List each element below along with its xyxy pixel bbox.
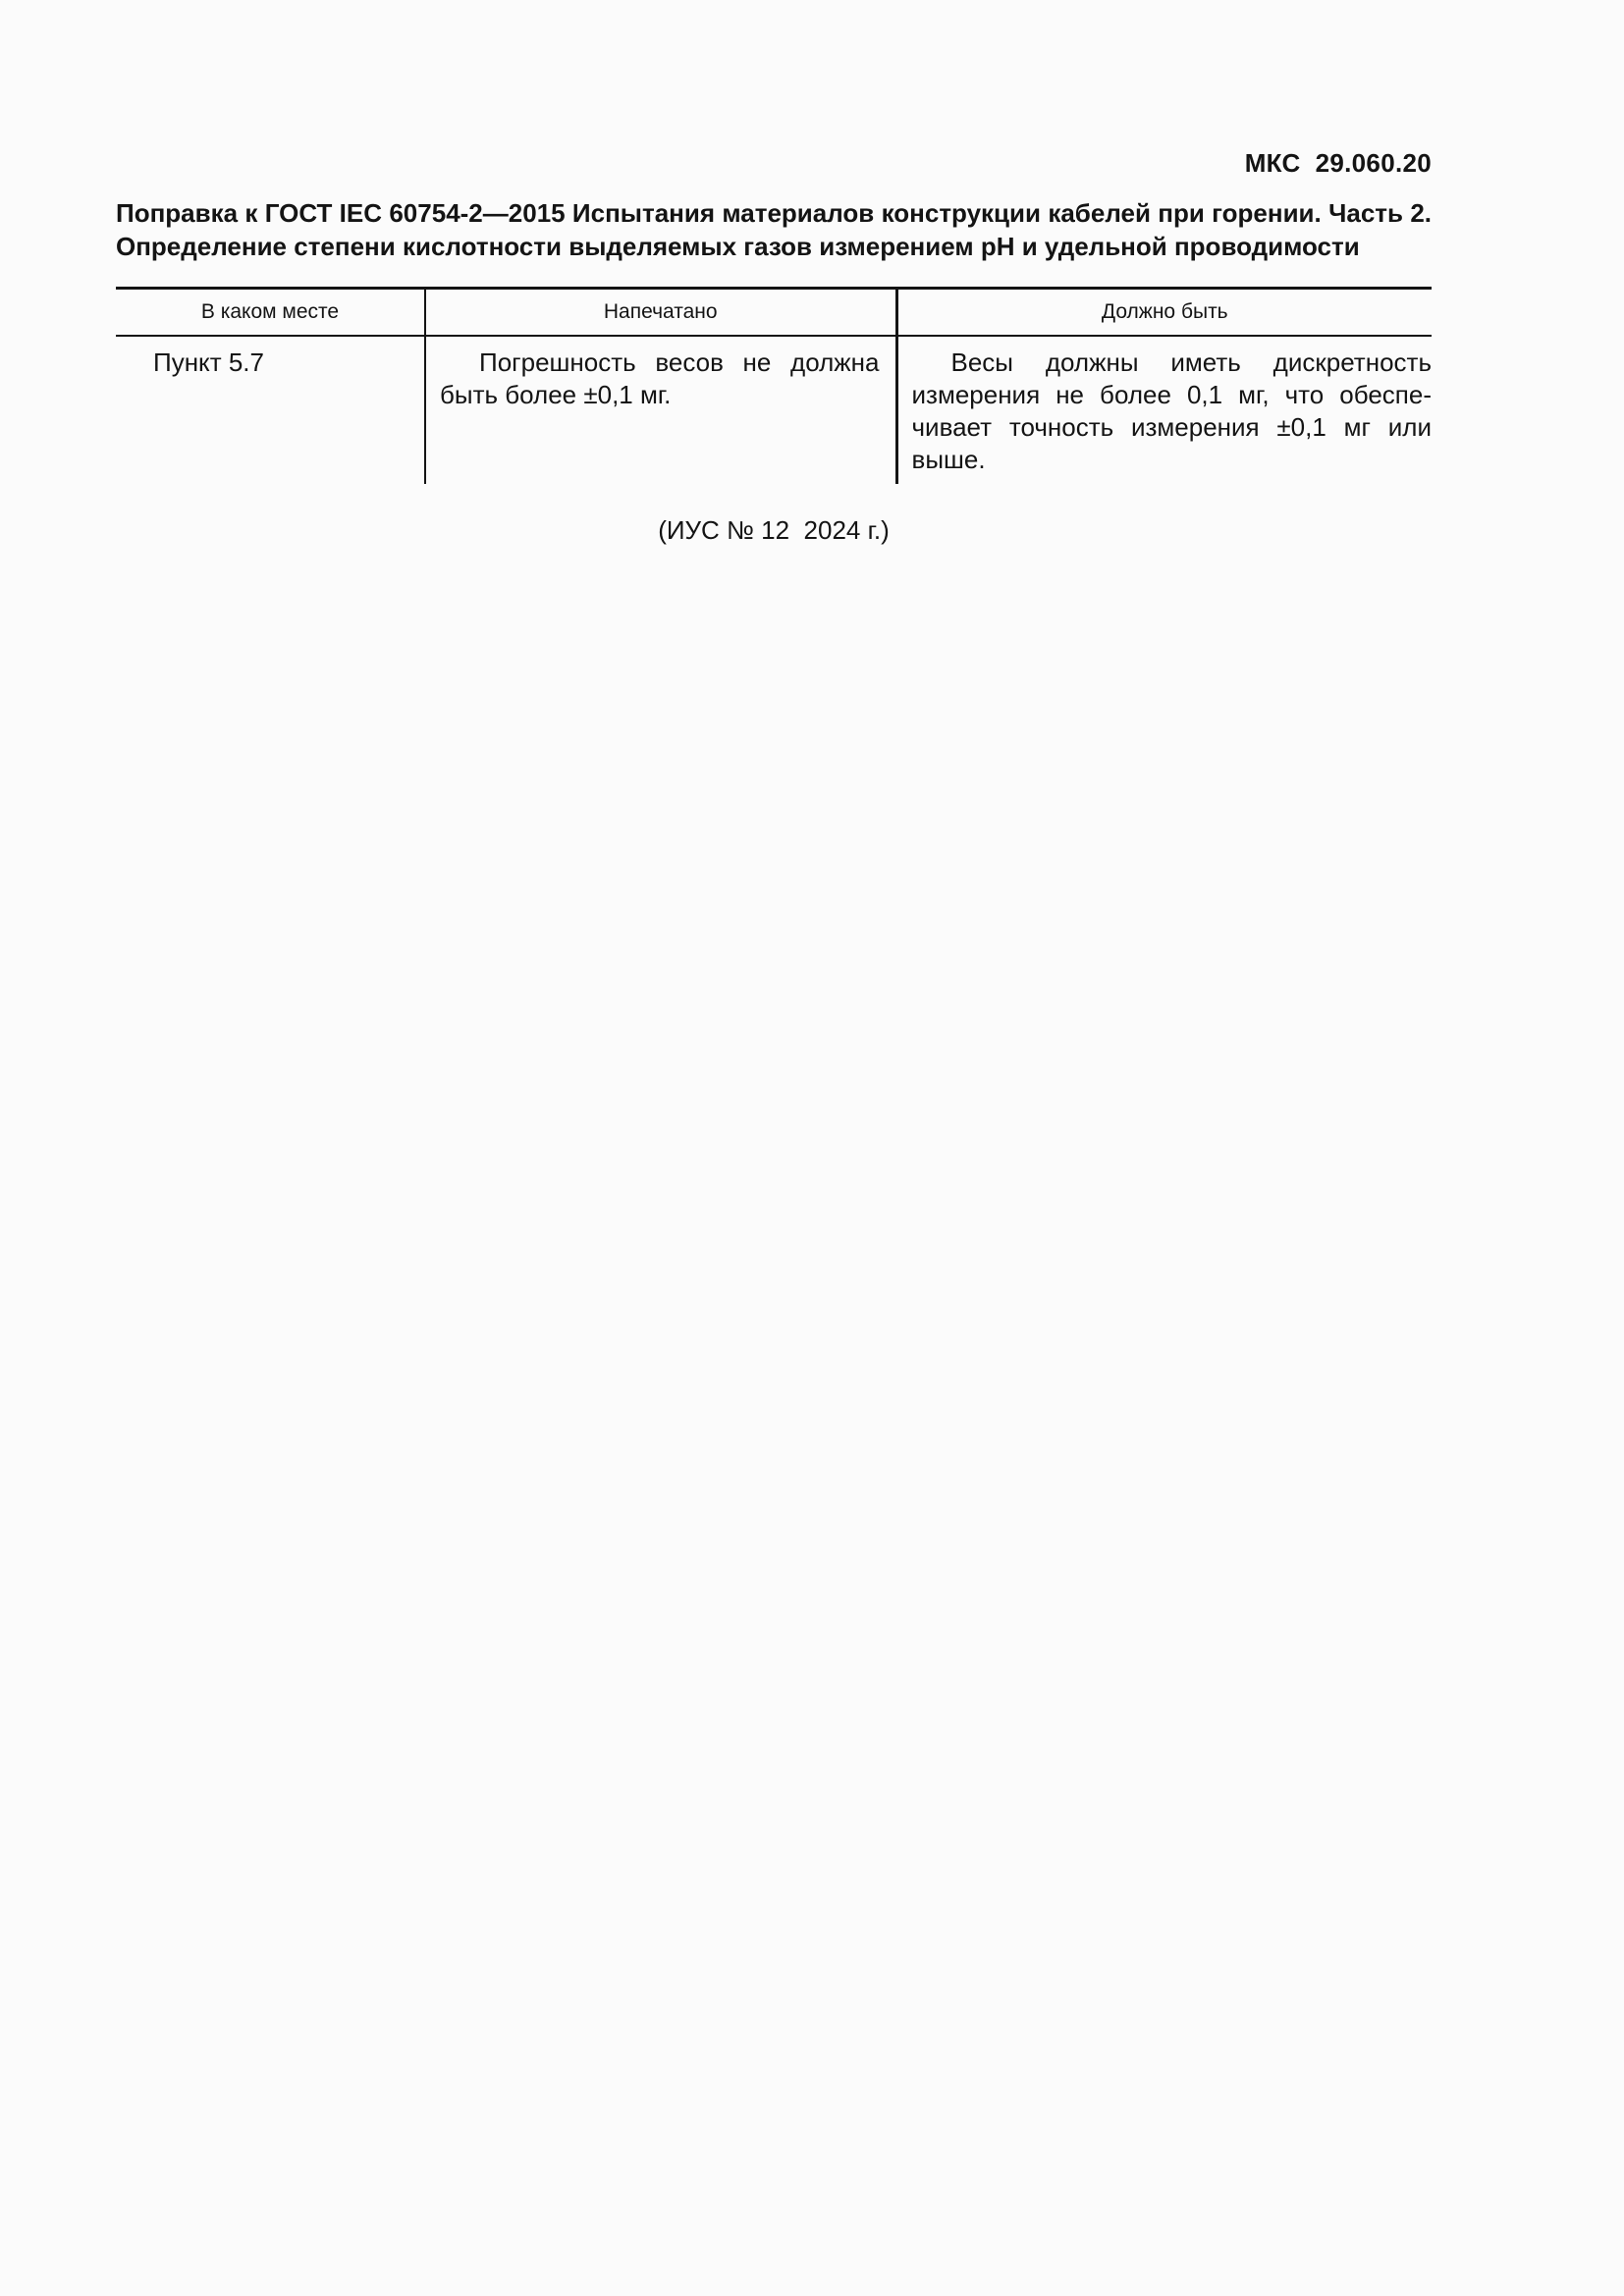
cell-printed: Погрешность весов не должна быть более ±0,1 мг. xyxy=(425,336,896,484)
ius-reference: (ИУС № 12 2024 г.) xyxy=(658,515,890,545)
column-header-printed: Напечатано xyxy=(425,289,896,337)
document-body xyxy=(116,145,1432,547)
cell-should-be: Весы должны иметь дискретность измерения не более 0,1 мг, что обеспечивает точность измерения ±0,1 мг или выше. xyxy=(896,336,1432,484)
table-row xyxy=(116,336,1432,484)
column-header-should-be: Должно быть xyxy=(896,289,1432,337)
table-header-row xyxy=(116,289,1432,337)
mks-code: МКС 29.060.20 xyxy=(1244,148,1432,178)
amendment-title: Поправка к ГОСТ IEC 60754-2—2015 Испытания материалов конструкции кабелей при горении. Часть 2. Определение степени кислотности выделяемых газов измерением pH и удельной проводимости xyxy=(116,198,1432,261)
column-header-place: В каком месте xyxy=(116,289,425,337)
amendment-table xyxy=(116,287,1432,484)
cell-place: Пункт 5.7 xyxy=(153,347,264,377)
